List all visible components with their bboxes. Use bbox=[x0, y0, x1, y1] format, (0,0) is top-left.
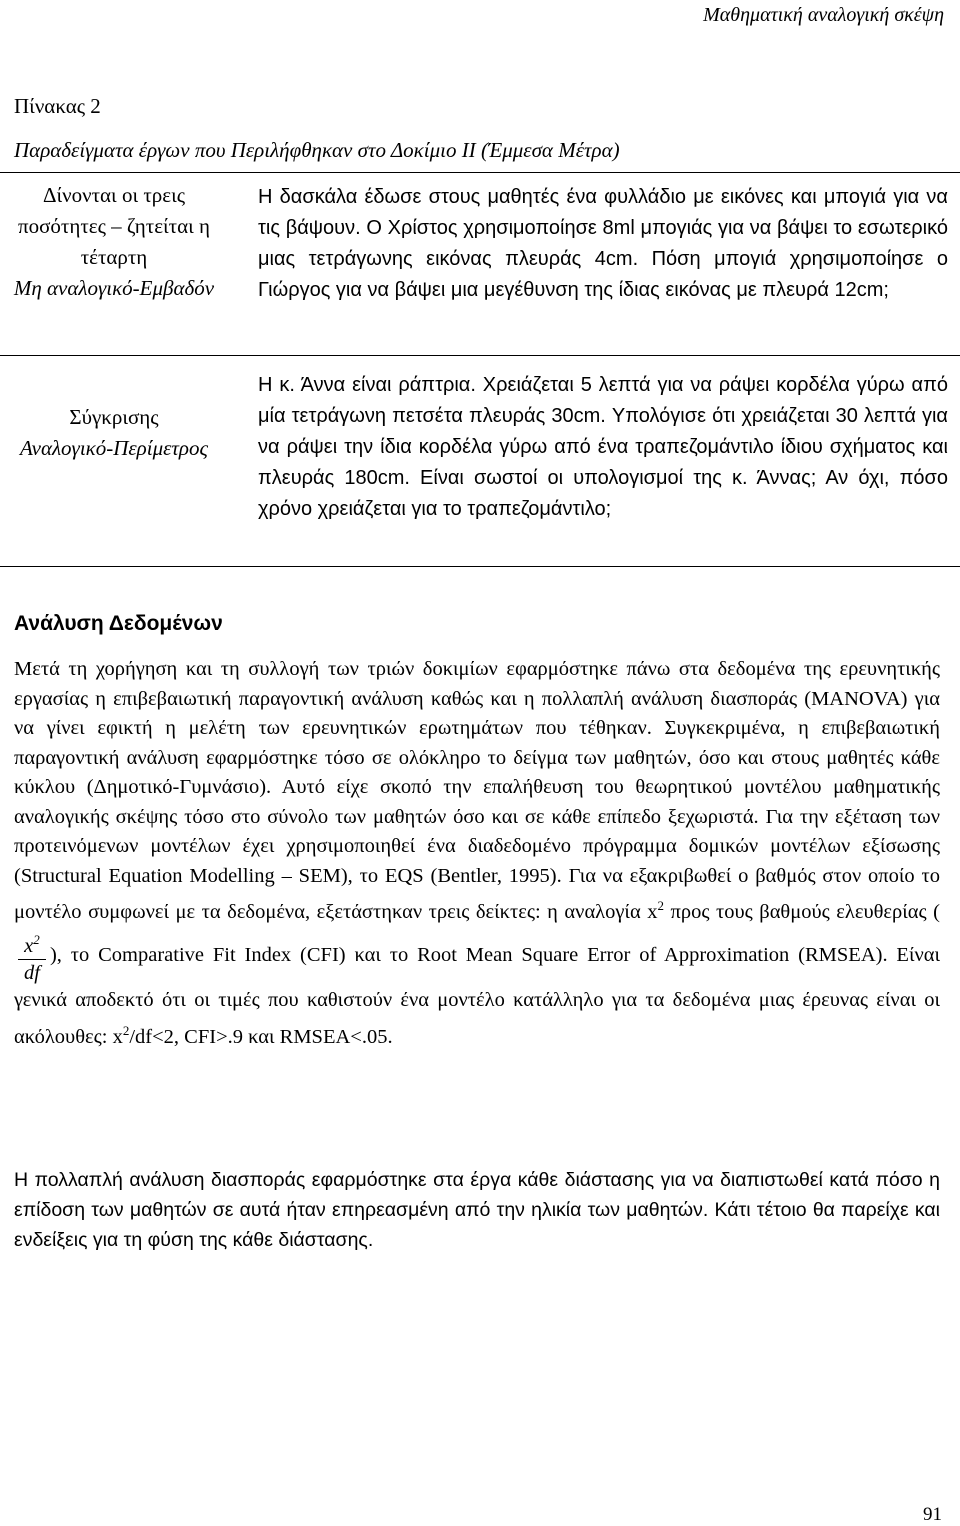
para1-text-after: ), το Comparative Fit Index (CFI) και το Root Mean Square Error of Approximation (RMSEA). Είναι γενικά αποδεκτό ότι οι τιμές που καθιστούν ένα μοντέλο κατάλληλο για τα δεδομένα μιας έρευνας είναι οι ακόλουθες: x bbox=[14, 944, 940, 1048]
table-row-2-example: Η κ. Άννα είναι ράπτρια. Χρειάζεται 5 λεπτά για να ράψει κορδέλα γύρω από μία τετράγωνη πετσέτα πλευράς 30cm. Υπολόγισε ότι χρειάζεται 30 λεπτά για να ράψει την ίδια κορδέλα γύρω από ένα τραπεζομάντιλο ίδιου σχήματος και πλευράς 180cm. Είναι σωστοί οι υπολογισμοί της κ. Άννας; Αν όχι, πόσο χρόνο χρειάζεται για το τραπεζομάντιλο; bbox=[258, 374, 948, 520]
section-heading: Ανάλυση Δεδομένων bbox=[14, 612, 223, 635]
page-number: 91 bbox=[923, 1504, 942, 1525]
superscript-2-second: 2 bbox=[122, 1022, 130, 1038]
table-title: Πίνακας 2 bbox=[14, 94, 101, 118]
table-bottom-rule bbox=[0, 566, 960, 567]
row-1-task-subtype: Μη αναλογικό-Εμβαδόν bbox=[13, 276, 215, 300]
table-caption: Παραδείγματα έργων που Περιλήφθηκαν στο Δοκίμιο ΙΙ (Έμμεσα Μέτρα) bbox=[14, 138, 620, 162]
row-1-task-type: Δίνονται οι τρεις ποσότητες – ζητείται η τέταρτη bbox=[17, 183, 210, 269]
fraction-denominator: df bbox=[24, 962, 40, 985]
para1-text-start: Μετά τη χορήγηση και τη συλλογή των τριών δοκιμίων εφαρμόστηκε πάνω στα δεδομένα της ερευνητικής εργασίας η επιβεβαιωτική παραγοντική ανάλυση καθώς και η πολλαπλή ανάλυση διασποράς (MANOVA) για να γίνει εφικτή η μελέτη των ερευνητικών ερωτημάτων που τέθηκαν. Συγκεκριμένα, η επιβεβαιωτική παραγοντική ανάλυση εφαρμόστηκε τόσο σε ολόκληρο το δείγμα των μαθητών, όσο και στους μαθητές κάθε κύκλου (Δημοτικό-Γυμνάσιο). Αυτό είχε σκοπό την επαλήθευση του θεωρητικού μοντέλου μαθηματικής αναλογικής σκέψης τόσο στο σύνολο των μαθητών όσο και σε κάθε επίπεδο ξεχωριστά. Για την εξέταση των προτεινόμενων μοντέλων έχει χρησιμοποιηθεί ένα διαδεδομένο πρόγραμμα δομικών μοντέλων εξίσωσης (Structural Equation Modelling – SEM), το EQS (Bentler, 1995). Για να εξακριβωθεί ο βαθμός στον οποίο το μοντέλο συμφωνεί με τα δεδομένα, εξετάστηκαν τρεις δείκτες: η αναλογία x bbox=[14, 658, 940, 923]
chi-square-df-fraction bbox=[18, 927, 46, 986]
running-header: Μαθηματική αναλογική σκέψη bbox=[703, 4, 944, 26]
table-row-divider bbox=[0, 355, 960, 356]
paragraph-data-analysis bbox=[14, 655, 940, 1052]
row-2-task-type: Σύγκρισης bbox=[69, 405, 159, 429]
para1-text-end: /df<2, CFI>.9 και RMSEA<.05. bbox=[129, 1025, 393, 1048]
row-2-task-subtype: Αναλογικό-Περίμετρος bbox=[19, 436, 209, 460]
table-row-2-category bbox=[8, 402, 220, 464]
table-top-rule bbox=[0, 172, 960, 173]
fraction-numerator: $x^2$ bbox=[18, 927, 46, 960]
table-row-1-example: Η δασκάλα έδωσε στους μαθητές ένα φυλλάδιο με εικόνες και μπογιά για να τις βάψουν. Ο Χρίστος χρησιμοποίησε 8ml μπογιάς για να βάψει το εσωτερικό μιας τετράγωνης εικόνας πλευράς 4cm. Πόση μπογιά χρησιμοποίησε ο Γιώργος για να βάψει μια μεγέθυνση της ίδιας εικόνας με πλευρά 12cm; bbox=[258, 186, 948, 301]
paragraph-manova: Η πολλαπλή ανάλυση διασποράς εφαρμόστηκε στα έργα κάθε διάστασης για να διαπιστωθεί κατά πόσο η επίδοση των μαθητών σε αυτά ήταν επηρεασμένη από την ηλικία των μαθητών. Κάτι τέτοιο θα παρείχε και ενδείξεις για τη φύση της κάθε διάστασης. bbox=[14, 1169, 940, 1251]
superscript-2: 2 bbox=[657, 898, 664, 913]
table-row-1-category bbox=[8, 180, 220, 304]
para1-text-mid: προς τους βαθμούς ελευθερίας ( bbox=[663, 900, 940, 923]
